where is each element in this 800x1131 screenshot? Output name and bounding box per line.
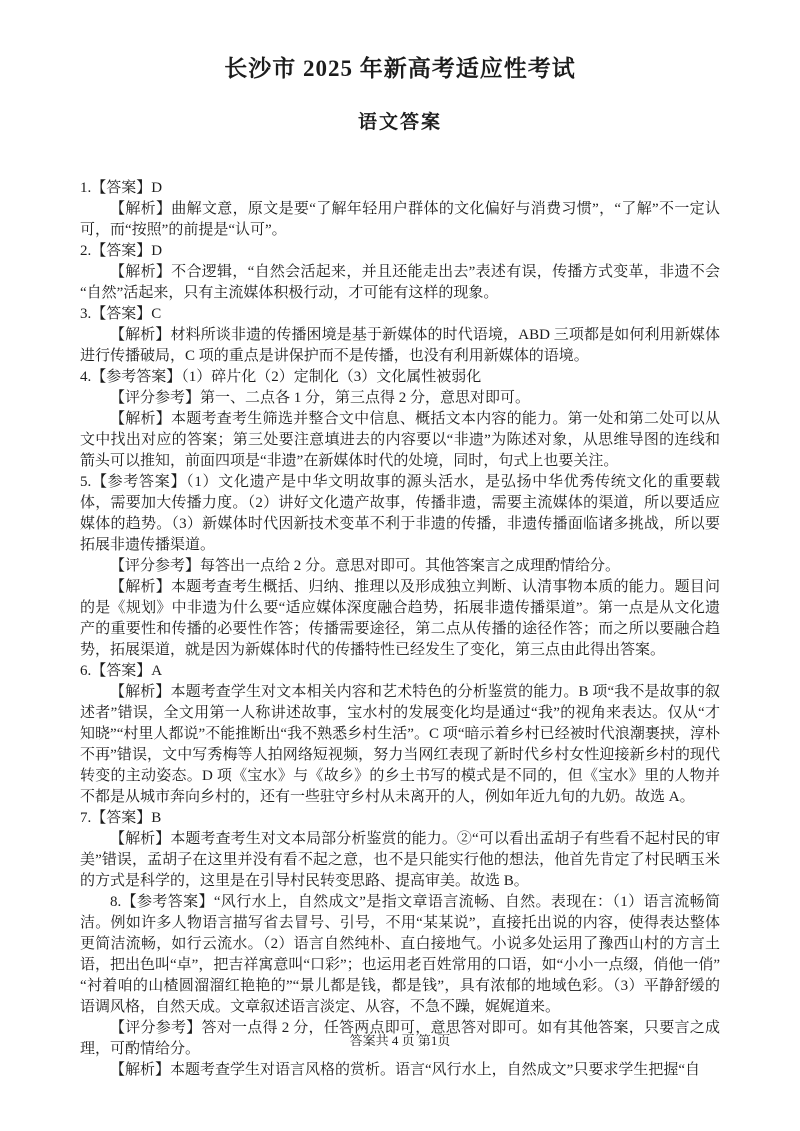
q4-scoring: 【评分参考】第一、二点各 1 分，第三点得 2 分，意思对即可。 (110, 390, 531, 406)
q2-answer: 2.【答案】D (80, 243, 163, 259)
q4-analysis: 【解析】本题考查考生筛选并整合文中信息、概括文本内容的能力。第一处和第二处可以从文中找出对应的答案；第三处要注意填进去的内容要以“非遗”为陈述对象，从思维导图的连线和箭头可以推知，前面四项是“非遗”在新媒体时代的处境，同时，句式上也要关注。 (80, 411, 720, 469)
page-number-footer: 答案共 4 页 第1页 (349, 1033, 451, 1048)
exam-title: 长沙市 2025 年新高考适应性考试 (224, 56, 576, 81)
q3-answer: 3.【答案】C (80, 306, 162, 322)
q3-analysis: 【解析】材料所谈非遗的传播困境是基于新媒体的时代语境，ABD 三项都是如何利用新媒体进行传播破局，C 项的重点是讲保护而不是传播，也没有利用新媒体的语境。 (80, 327, 720, 364)
q8-scoring: 【评分参考】答对一点得 2 分，任答两点即可，意思答对即可。如有其他答案，只要言之成理，可酌情给分。 (80, 1020, 720, 1057)
q5-answer: 5.【参考答案】（1）文化遗产是中华文明故事的源头活水，是弘扬中华优秀传统文化的重要载体，需要加大传播力度。（2）讲好文化遗产故事，传播非遗，需要主流媒体的渠道，所以要适应媒体的趋势。（3）新媒体时代因新技术变革不利于非遗的传播，非遗传播面临诸多挑战，所以要拓展非遗传播渠道。 (80, 474, 720, 553)
q5-scoring: 【评分参考】每答出一点给 2 分。意思对即可。其他答案言之成理酌情给分。 (110, 558, 621, 574)
subject-answers-subtitle: 语文答案 (357, 112, 442, 133)
q6-analysis: 【解析】本题考查学生对文本相关内容和艺术特色的分析鉴赏的能力。B 项“我不是故事的叙述者”错误，全文用第一人称讲述故事，宝水村的发展变化均是通过“我”的视角来表达。仅从“才知晓”“村里人都说”不能推断出“我不熟悉乡村生活”。C 项“暗示着乡村已经被时代浪潮裹挟，淳朴不再”错误，文中写秀梅等人拍网络短视频，努力当网红表现了新时代乡村女性迎接新乡村的现代转变的主动姿态。D 项《宝水》与《故乡》的乡土书写的模式是不同的，但《宝水》里的人物并不都是从城市奔向乡村的，还有一些驻守乡村从未离开的人，例如年近九旬的九奶。故选 A。 (80, 684, 720, 805)
q1-answer: 1.【答案】D (80, 180, 163, 196)
q6-answer: 6.【答案】A (80, 663, 163, 679)
q8-answer: 8.【参考答案】“风行水上，自然成文”是指文章语言流畅、自然。表现在：（1）语言流畅简洁。例如许多人物语言描写省去冒号、引号，不用“某某说”，直接托出说的内容，使得表达整体更简洁流畅，如行云流水。（2）语言自然纯朴、直白接地气。小说多处运用了豫西山村的方言土语，把出色叫“卓”，把吉祥寓意叫“口彩”；也运用老百姓常用的口语，如“小小一点缀，俏他一俏”“衬着咱的山楂圆溜溜红艳艳的”“景儿都是钱，都是钱”，具有浓郁的地域色彩。（3）平静舒缓的语调风格，自然天成。文章叙述语言淡定、从容，不急不躁，娓娓道来。 (80, 894, 720, 1015)
answer-list (80, 178, 720, 1081)
q7-analysis: 【解析】本题考查考生对文本局部分析鉴赏的能力。②“可以看出孟胡子有些看不起村民的审美”错误，孟胡子在这里并没有看不起之意，也不是只能实行他的想法，他首先肯定了村民晒玉米的方式是科学的，这里是在引导村民转变思路、提高审美。故选 B。 (80, 831, 720, 889)
q5-analysis: 【解析】本题考查考生概括、归纳、推理以及形成独立判断、认清事物本质的能力。题目问的是《规划》中非遗为什么要“适应媒体深度融合趋势，拓展非遗传播渠道”。第一点是从文化遗产的重要性和传播的必要性作答；传播需要途径，第二点从传播的途径作答；而之所以要融合趋势，拓展渠道，就是因为新媒体时代的传播特性已经发生了变化，第三点由此得出答案。 (80, 579, 720, 658)
q7-answer: 7.【答案】B (80, 810, 162, 826)
q2-analysis: 【解析】不合逻辑，“自然会活起来，并且还能走出去”表述有误，传播方式变革，非遗不会“自然”活起来，只有主流媒体积极行动，才可能有这样的现象。 (80, 264, 720, 301)
q1-analysis: 【解析】曲解文意，原文是要“了解年轻用户群体的文化偏好与消费习惯”，“了解”不一定认可，而“按照”的前提是“认可”。 (80, 201, 720, 238)
q8-analysis: 【解析】本题考查学生对语言风格的赏析。语言“风行水上，自然成文”只要求学生把握“自 (110, 1062, 700, 1078)
q4-answer: 4.【参考答案】（1）碎片化（2）定制化（3）文化属性被弱化 (80, 369, 482, 385)
